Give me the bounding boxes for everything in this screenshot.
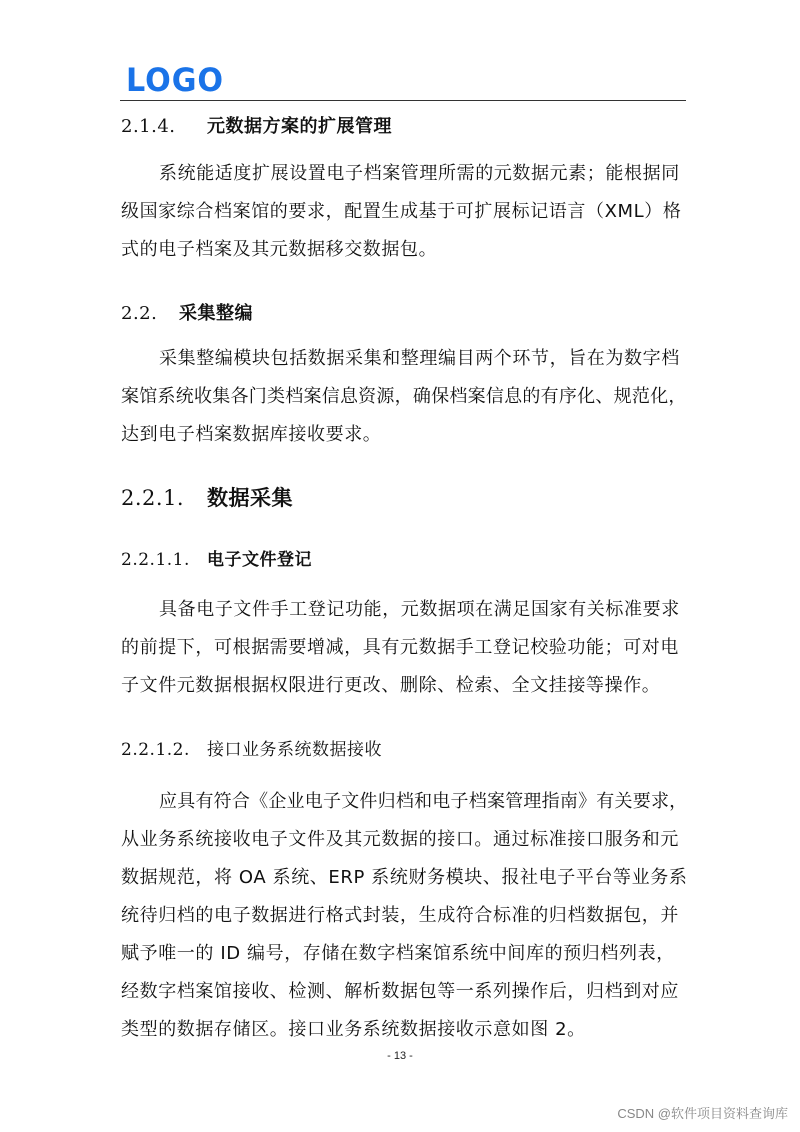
logo xyxy=(126,62,226,96)
paragraph-line: 类型的数据存储区。接口业务系统数据接收示意如图 2。 xyxy=(121,1019,586,1040)
paragraph-line: 系统能适度扩展设置电子档案管理所需的元数据元素；能根据同 xyxy=(159,163,680,184)
paragraph xyxy=(121,340,687,454)
watermark: CSDN @软件项目资料查询库 xyxy=(617,1106,788,1121)
paragraph-line: 案馆系统收集各门类档案信息资源，确保档案信息的有序化、规范化， xyxy=(121,386,687,407)
section-heading xyxy=(121,735,382,760)
paragraph-line: 应具有符合《企业电子文件归档和电子档案管理指南》有关要求， xyxy=(159,791,688,812)
paragraph-line: 式的电子档案及其元数据移交数据包。 xyxy=(121,239,438,260)
section-title: 采集整编 xyxy=(179,303,253,324)
paragraph-line: 子文件元数据根据权限进行更改、删除、检索、全文挂接等操作。 xyxy=(121,675,661,696)
paragraph-line: 级国家综合档案馆的要求，配置生成基于可扩展标记语言（XML）格 xyxy=(121,201,682,222)
page-number: - 13 - xyxy=(387,1050,413,1062)
paragraph xyxy=(121,155,687,269)
svg-text:LOGO: LOGO xyxy=(126,62,224,96)
paragraph-line: 具备电子文件手工登记功能，元数据项在满足国家有关标准要求 xyxy=(159,599,680,620)
paragraph-line: 采集整编模块包括数据采集和整理编目两个环节，旨在为数字档 xyxy=(159,348,680,369)
paragraph-line: 数据规范，将 OA 系统、ERP 系统财务模块、报社电子平台等业务系 xyxy=(121,867,688,888)
section-title: 接口业务系统数据接收 xyxy=(207,740,382,760)
paragraph xyxy=(121,783,687,1049)
paragraph xyxy=(121,591,687,705)
section-heading xyxy=(121,482,293,512)
section-number: 2.2.1.1. xyxy=(121,550,190,570)
section-title: 电子文件登记 xyxy=(207,550,312,570)
paragraph-line: 的前提下，可根据需要增减，具有元数据手工登记校验功能；可对电 xyxy=(121,637,679,658)
paragraph-line: 赋予唯一的 ID 编号，存储在数字档案馆系统中间库的预归档列表， xyxy=(121,943,675,964)
section-number: 2.2.1. xyxy=(121,486,185,510)
section-title: 数据采集 xyxy=(207,486,293,510)
section-number: 2.2. xyxy=(121,303,158,324)
section-title: 元数据方案的扩展管理 xyxy=(207,116,392,137)
paragraph-line: 达到电子档案数据库接收要求。 xyxy=(121,424,382,445)
paragraph-line: 经数字档案馆接收、检测、解析数据包等一系列操作后，归档到对应 xyxy=(121,981,679,1002)
paragraph-line: 从业务系统接收电子文件及其元数据的接口。通过标准接口服务和元 xyxy=(121,829,679,850)
header-rule xyxy=(120,100,686,101)
section-heading xyxy=(121,112,392,138)
paragraph-line: 统待归档的电子数据进行格式封装，生成符合标准的归档数据包，并 xyxy=(121,905,679,926)
section-heading xyxy=(121,299,253,325)
section-heading xyxy=(121,545,312,570)
section-number: 2.1.4. xyxy=(121,116,176,137)
section-number: 2.2.1.2. xyxy=(121,740,190,760)
